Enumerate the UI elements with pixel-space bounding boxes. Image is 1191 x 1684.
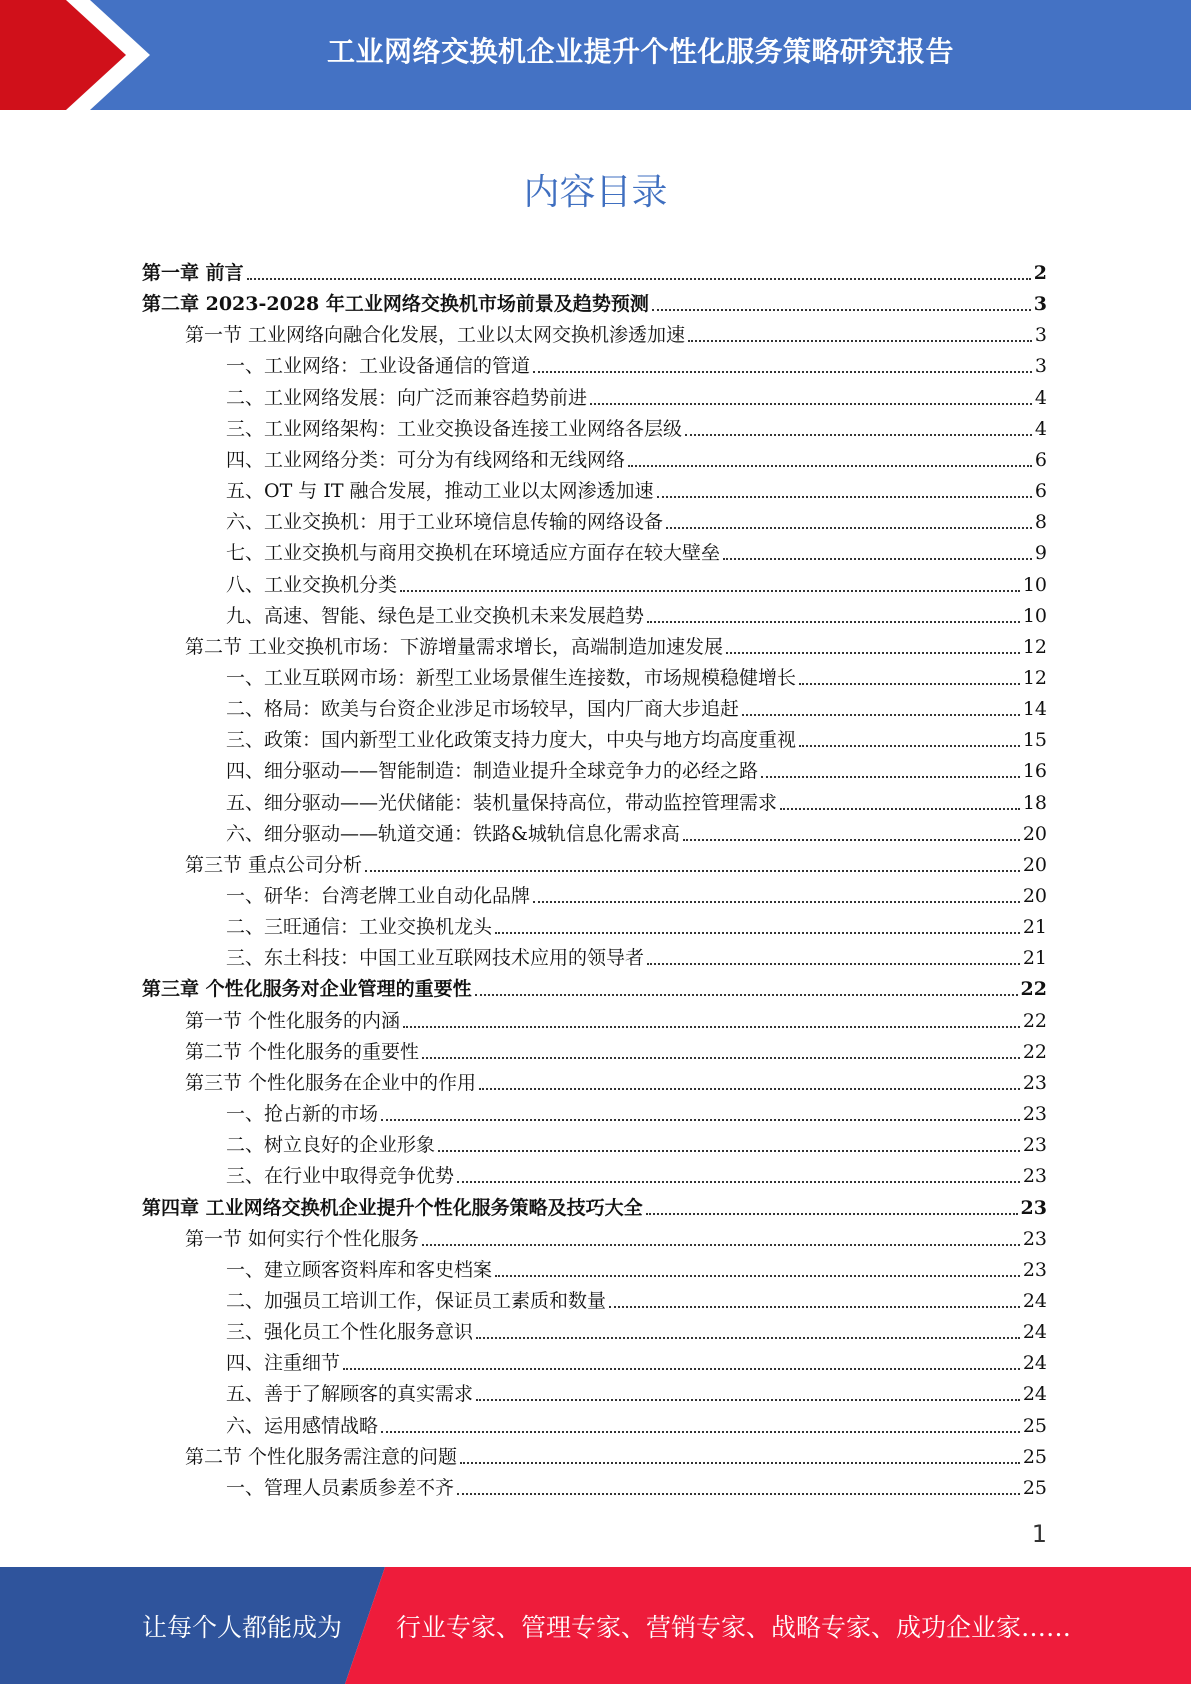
- toc-leader-dots: [381, 1118, 1020, 1121]
- page-number: 1: [1031, 1520, 1047, 1548]
- toc-entry-text: 四、注重细节: [226, 1352, 341, 1375]
- toc-entry-text: 一、研华：台湾老牌工业自动化品牌: [226, 885, 531, 907]
- toc-entry[interactable]: [226, 410, 1047, 441]
- toc-leader-dots: [685, 433, 1032, 436]
- toc-leader-dots: [438, 1149, 1020, 1152]
- toc-entry[interactable]: [226, 534, 1047, 565]
- toc-entry-text: 一、工业互联网市场：新型工业场景催生连接数，市场规模稳健增长: [226, 666, 797, 689]
- toc-entry-page: 24: [1022, 1352, 1047, 1375]
- toc-entry-page: 22: [1022, 1040, 1047, 1063]
- toc-entry-text: 七、工业交换机与商用交换机在环境适应方面存在较大壁垒: [226, 542, 721, 565]
- toc-entry[interactable]: [185, 316, 1047, 347]
- toc-entry[interactable]: [226, 1344, 1047, 1375]
- toc-entry-text: 第三章 个性化服务对企业管理的重要性: [142, 978, 472, 1001]
- toc-entry-text: 一、建立顾客资料库和客史档案: [226, 1258, 493, 1281]
- toc-leader-dots: [609, 1305, 1020, 1308]
- toc-entry-text: 第一节 工业网络向融合化发展，工业以太网交换机渗透加速: [185, 324, 686, 347]
- toc-leader-dots: [742, 713, 1020, 716]
- toc-entry-page: 23: [1022, 1165, 1047, 1188]
- toc-entry-text: 六、细分驱动——轨道交通：铁路&城轨信息化需求高: [226, 822, 680, 845]
- toc-entry[interactable]: [226, 566, 1047, 597]
- toc-entry-page: 2: [1033, 262, 1047, 284]
- toc-entry-page: 22: [1022, 1009, 1047, 1032]
- toc-entry-page: 9: [1034, 542, 1047, 565]
- toc-leader-dots: [726, 651, 1020, 654]
- toc-entry[interactable]: [226, 441, 1047, 472]
- toc-entry[interactable]: [226, 1313, 1047, 1344]
- toc-entry[interactable]: [226, 379, 1047, 410]
- toc-entry-page: 23: [1022, 1103, 1047, 1126]
- toc-entry-page: 3: [1033, 293, 1047, 316]
- toc-entry-page: 21: [1022, 947, 1047, 970]
- toc-entry-page: 6: [1034, 480, 1047, 503]
- toc-entry-page: 15: [1022, 729, 1047, 752]
- toc-entry-page: 3: [1034, 355, 1047, 378]
- toc-leader-dots: [761, 775, 1020, 778]
- toc-entry[interactable]: [226, 1126, 1047, 1157]
- toc-leader-dots: [365, 869, 1020, 872]
- footer-slogan-left: 让每个人都能成为: [142, 1612, 343, 1642]
- toc-entry-text: 二、格局：欧美与台资企业涉足市场较早，国内厂商大步追赶: [226, 698, 740, 721]
- toc-leader-dots: [381, 1430, 1020, 1433]
- toc-leader-dots: [495, 931, 1020, 934]
- toc-entry-page: 23: [1020, 1196, 1047, 1219]
- toc-entry[interactable]: [226, 347, 1047, 378]
- toc-entry[interactable]: [226, 939, 1047, 970]
- toc-entry-text: 第三节 重点公司分析: [185, 853, 363, 876]
- toc-entry[interactable]: [226, 1375, 1047, 1406]
- toc-leader-dots: [479, 1087, 1020, 1090]
- toc-entry-page: 18: [1022, 791, 1047, 814]
- toc-leader-dots: [647, 962, 1020, 965]
- toc-entry-page: 10: [1022, 573, 1047, 596]
- toc-leader-dots: [422, 1243, 1020, 1246]
- toc-entry-text: 四、细分驱动——智能制造：制造业提升全球竞争力的必经之路: [226, 760, 759, 783]
- toc-entry-text: 九、高速、智能、绿色是工业交换机未来发展趋势: [226, 604, 645, 627]
- toc-entry-page: 12: [1022, 666, 1047, 689]
- toc-entry[interactable]: [142, 254, 1047, 285]
- toc-entry-text: 第二节 工业交换机市场：下游增量需求增长，高端制造加速发展: [185, 635, 724, 658]
- toc-leader-dots: [628, 464, 1032, 467]
- toc-entry-text: 三、在行业中取得竞争优势: [226, 1165, 455, 1188]
- toc-entry-text: 一、抢占新的市场: [226, 1103, 379, 1126]
- toc-entry-page: 20: [1022, 853, 1047, 876]
- toc-leader-dots: [422, 1056, 1020, 1059]
- toc-entry-text: 三、工业网络架构：工业交换设备连接工业网络各层级: [226, 417, 683, 440]
- toc-entry-page: 14: [1022, 698, 1047, 721]
- toc-entry[interactable]: [226, 877, 1047, 908]
- toc-leader-dots: [400, 589, 1020, 592]
- toc-entry-page: 24: [1022, 1289, 1047, 1312]
- toc-entry[interactable]: [226, 503, 1047, 534]
- toc-leader-dots: [533, 370, 1032, 373]
- toc-leader-dots: [495, 1274, 1020, 1277]
- toc-entry-text: 第四章 工业网络交换机企业提升个性化服务策略及技巧大全: [142, 1196, 643, 1219]
- toc-leader-dots: [666, 526, 1032, 529]
- toc-leader-dots: [688, 339, 1032, 342]
- toc-entry[interactable]: [226, 752, 1047, 783]
- toc-entry-text: 二、工业网络发展：向广泛而兼容趋势前进: [226, 386, 588, 409]
- toc-leader-dots: [476, 1398, 1020, 1401]
- toc-leader-dots: [723, 557, 1032, 560]
- toc-leader-dots: [343, 1367, 1020, 1370]
- toc-title: 内容目录: [523, 172, 668, 213]
- toc-entry[interactable]: [226, 690, 1047, 721]
- toc-entry-page: 8: [1034, 511, 1047, 534]
- toc-entry-page: 22: [1020, 978, 1047, 1001]
- toc-entry-text: 六、运用感情战略: [226, 1414, 379, 1437]
- toc-leader-dots: [403, 1025, 1020, 1028]
- toc-leader-dots: [457, 1492, 1020, 1495]
- toc-leader-dots: [683, 838, 1020, 841]
- header-banner: [0, 0, 1191, 110]
- toc-entry[interactable]: [226, 784, 1047, 815]
- toc-entry[interactable]: [185, 1220, 1047, 1251]
- toc-entry-text: 第三节 个性化服务在企业中的作用: [185, 1071, 477, 1094]
- toc-entry[interactable]: [185, 1033, 1047, 1064]
- toc-entry-text: 三、政策：国内新型工业化政策支持力度大，中央与地方均高度重视: [226, 729, 797, 752]
- footer-slogan-right: 行业专家、管理专家、营销专家、战略专家、成功企业家……: [396, 1612, 1072, 1642]
- toc-entry[interactable]: [226, 1407, 1047, 1438]
- toc-entry-text: 三、强化员工个性化服务意识: [226, 1321, 474, 1344]
- toc-entry-text: 第二节 个性化服务需注意的问题: [185, 1445, 458, 1468]
- toc-entry-page: 23: [1022, 1134, 1047, 1157]
- toc-entry-text: 二、加强员工培训工作，保证员工素质和数量: [226, 1289, 607, 1312]
- toc-entry-text: 第一节 如何实行个性化服务: [185, 1227, 420, 1250]
- toc-leader-dots: [533, 900, 1020, 903]
- toc-entry-text: 六、工业交换机：用于工业环境信息传输的网络设备: [226, 511, 664, 534]
- toc-entry-page: 20: [1022, 885, 1047, 907]
- toc-entry[interactable]: [185, 628, 1047, 659]
- toc-entry[interactable]: [226, 721, 1047, 752]
- toc-entry-text: 第二章 2023-2028 年工业网络交换机市场前景及趋势预测: [142, 293, 649, 316]
- toc-entry-page: 23: [1022, 1071, 1047, 1094]
- toc-entry[interactable]: [226, 1251, 1047, 1282]
- toc-leader-dots: [460, 1461, 1020, 1464]
- toc-entry-text: 第一节 个性化服务的内涵: [185, 1009, 401, 1032]
- toc-entry-page: 12: [1022, 635, 1047, 658]
- toc-entry[interactable]: [185, 1438, 1047, 1469]
- toc-leader-dots: [247, 277, 1031, 280]
- toc-entry[interactable]: [226, 1095, 1047, 1126]
- toc-entry[interactable]: [226, 908, 1047, 939]
- toc-entry[interactable]: [226, 1282, 1047, 1313]
- toc-entry-page: 23: [1022, 1227, 1047, 1250]
- toc-entry[interactable]: [226, 659, 1047, 690]
- toc-leader-dots: [657, 495, 1032, 498]
- toc-entry-text: 四、工业网络分类：可分为有线网络和无线网络: [226, 448, 626, 471]
- toc-entry[interactable]: [185, 1064, 1047, 1095]
- toc-entry-page: 6: [1034, 448, 1047, 471]
- toc-leader-dots: [780, 807, 1020, 810]
- toc-entry[interactable]: [142, 1189, 1047, 1220]
- toc-entry-page: 4: [1034, 417, 1047, 440]
- toc-entry-page: 20: [1022, 822, 1047, 845]
- toc-leader-dots: [652, 308, 1031, 311]
- toc-entry-text: 一、工业网络：工业设备通信的管道: [226, 355, 531, 378]
- toc-entry-text: 五、细分驱动——光伏储能：装机量保持高位，带动监控管理需求: [226, 791, 778, 814]
- toc-entry[interactable]: [226, 1157, 1047, 1188]
- toc-entry[interactable]: [185, 846, 1047, 877]
- toc-entry[interactable]: [226, 815, 1047, 846]
- toc-entry-page: 10: [1022, 604, 1047, 627]
- toc-entry[interactable]: [226, 472, 1047, 503]
- report-title: 工业网络交换机企业提升个性化服务策略研究报告: [326, 35, 954, 68]
- toc-entry[interactable]: [226, 597, 1047, 628]
- toc-leader-dots: [647, 620, 1020, 623]
- toc-leader-dots: [799, 682, 1020, 685]
- toc-entry-text: 第二节 个性化服务的重要性: [185, 1040, 420, 1063]
- toc-entry-page: 24: [1022, 1321, 1047, 1344]
- toc-entry-page: 16: [1022, 760, 1047, 783]
- toc-entry[interactable]: [142, 285, 1047, 316]
- toc-entry[interactable]: [185, 1002, 1047, 1033]
- toc-entry-text: 三、东土科技：中国工业互联网技术应用的领导者: [226, 947, 645, 970]
- toc-entry-text: 二、树立良好的企业形象: [226, 1134, 436, 1157]
- toc-entry-text: 一、管理人员素质参差不齐: [226, 1476, 455, 1499]
- toc-entry-text: 五、OT 与 IT 融合发展，推动工业以太网渗透加速: [226, 480, 654, 503]
- toc-leader-dots: [457, 1180, 1020, 1183]
- toc-entry[interactable]: [142, 970, 1047, 1001]
- toc-entry-page: 21: [1022, 916, 1047, 939]
- toc-entry-page: 24: [1022, 1383, 1047, 1406]
- toc-entry-page: 25: [1022, 1445, 1047, 1468]
- footer-banner: [0, 1567, 1191, 1684]
- toc-entry-page: 25: [1022, 1414, 1047, 1437]
- toc-entry-text: 第一章 前言: [142, 262, 244, 284]
- toc-entry-text: 五、善于了解顾客的真实需求: [226, 1383, 474, 1406]
- toc-leader-dots: [475, 993, 1018, 996]
- toc-leader-dots: [799, 744, 1020, 747]
- toc-entry[interactable]: [226, 1469, 1047, 1500]
- toc-entry-page: 4: [1034, 386, 1047, 409]
- toc-entry-text: 八、工业交换机分类: [226, 573, 398, 596]
- toc-entry-page: 25: [1022, 1476, 1047, 1499]
- toc-leader-dots: [590, 402, 1032, 405]
- toc-entry-page: 23: [1022, 1258, 1047, 1281]
- toc-entry-page: 3: [1034, 324, 1047, 347]
- toc-entry-text: 二、三旺通信：工业交换机龙头: [226, 916, 493, 939]
- toc-leader-dots: [476, 1336, 1020, 1339]
- toc-leader-dots: [646, 1212, 1018, 1215]
